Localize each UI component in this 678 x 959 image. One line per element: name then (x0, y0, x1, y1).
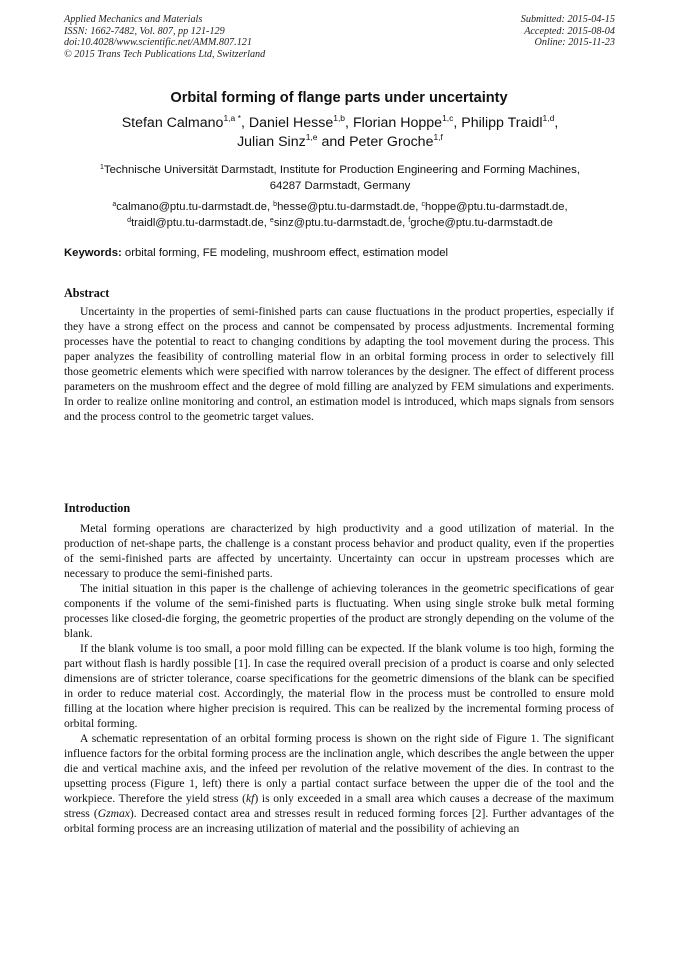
email-address[interactable]: groche@ptu.tu-darmstadt.de (410, 216, 553, 229)
copyright-line: © 2015 Trans Tech Publications Ltd, Switzerland (64, 48, 266, 60)
author-affil-sup: 1,a * (223, 113, 241, 123)
issn-line: ISSN: 1662-7482, Vol. 807, pp 121-129 (64, 25, 225, 37)
email-sep: , (402, 216, 409, 229)
email-sup: b (273, 201, 278, 208)
email-sup: d (127, 216, 132, 224)
email-address[interactable]: calmano@ptu.tu-darmstadt.de (116, 201, 267, 213)
email-sup: e (269, 216, 274, 224)
keywords-label: Keywords: (64, 247, 122, 259)
intro-p4-part-a: A schematic representation of an orbital forming process is shown on the right side of Figure 1. The significant influence factors for the orbital forming process are the inclination angle, which describes the angle between the upper die and vertical machine axis, and the infeed per revolution of the relative movement of the dies. In contrast to the upsetting process (Figure 1, left) there is only a partial contact surface between the upper die of the tool and the workpiece. Therefore the yield stress ( (64, 732, 614, 805)
abstract-heading: Abstract (64, 286, 110, 300)
email-address[interactable]: traidl@ptu.tu-darmstadt.de (131, 216, 264, 229)
affiliation-line-2: 64287 Darmstadt, Germany (269, 179, 411, 192)
yield-stress-symbol: kf (245, 792, 255, 805)
intro-p4-part-c: ). Decreased contact area and stresses result in reduced forming forces [2]. Further advantages of the orbital forming process are an increasing utilization of material and the possibility of achieving an (64, 807, 614, 835)
abstract-body (64, 304, 614, 424)
affiliation-line-1: Technische Universität Darmstadt, Institute for Production Engineering and Forming Machines, (103, 164, 580, 176)
online-date: Online: 2015-11-23 (534, 37, 615, 49)
author-name: Julian Sinz (237, 134, 306, 150)
email-sup: a (112, 201, 117, 208)
author-list (60, 114, 620, 152)
author-sep: , (240, 115, 249, 131)
keywords-text: orbital forming, FE modeling, mushroom effect, estimation model (124, 247, 449, 259)
journal-header-right (521, 14, 615, 49)
submitted-date: Submitted: 2015-04-15 (520, 14, 615, 25)
author-name: Stefan Calmano (121, 115, 224, 131)
keywords-line (64, 247, 616, 259)
introduction-body (64, 521, 614, 836)
intro-paragraph-1: Metal forming operations are characterized by high productivity and a good utilization of material. In the production of net-shape parts, the challenge is a constant process behavior and product quality, even if the properties of the semi-finished parts are affected by uncertainty. Uncertainty can occur in upstream processes which are necessary to produce the semi-finished parts. (64, 522, 614, 580)
author-sep: , (554, 115, 559, 131)
author-name: Florian Hoppe (352, 115, 443, 131)
author-affil-sup: 1,b (333, 113, 346, 123)
affiliation (60, 163, 620, 194)
accepted-date: Accepted: 2015-08-04 (524, 25, 615, 37)
author-name: Daniel Hesse (248, 115, 334, 131)
author-affil-sup: 1,e (305, 132, 318, 142)
doi-line: doi:10.4028/www.scientific.net/AMM.807.121 (64, 37, 252, 49)
email-sep: , (266, 201, 274, 213)
author-name: Peter Groche (349, 134, 434, 150)
journal-header-left (64, 14, 265, 60)
email-sep: , (415, 201, 422, 213)
author-affil-sup: 1,f (433, 132, 443, 142)
author-affil-sup: 1,c (442, 113, 454, 123)
email-address[interactable]: hesse@ptu.tu-darmstadt.de (277, 201, 416, 213)
affiliation-sup: 1 (99, 164, 104, 171)
intro-paragraph-3: If the blank volume is too small, a poor mold filling can be expected. If the blank volume is too high, forming the part without flash is hardly possible [1]. In case the required overall precision of a product is coarse and only selected dimensions are of stricter tolerance, coarse specifications for the geometric dimensions of the blank can be specified in order to reduce material cost. Accordingly, the material flow in the process must be controlled to ensure mold filling at the location where higher precision is required. This can be realized by the incremental forming process of orbital forming. (64, 642, 614, 730)
intro-paragraph-2: The initial situation in this paper is the challenge of achieving tolerances in the geometric specifications of gear components if the volume of the semi-finished parts is fluctuating. When using single stroke bulk metal forming processes like closed-die forging, the geometric properties of the product are strongly depending on the volume of the blank. (64, 582, 614, 640)
paper-title: Orbital forming of flange parts under uncertainty (170, 90, 508, 106)
email-sep: , (263, 216, 270, 229)
author-sep: , (345, 115, 353, 131)
email-list (60, 200, 620, 231)
author-sep: , (453, 115, 462, 131)
intro-p4-part-b: ) is only exceeded in a small area which causes a decrease of the maximum stress ( (64, 792, 614, 820)
max-stress-symbol: Gzmax (97, 807, 130, 820)
journal-name: Applied Mechanics and Materials (64, 14, 203, 25)
introduction-heading: Introduction (64, 501, 131, 515)
email-sep: , (564, 201, 568, 213)
email-sup: c (421, 201, 426, 208)
abstract-paragraph: Uncertainty in the properties of semi-finished parts can cause fluctuations in the product properties, especially if they have a strong effect on the process and cannot be compensated by process adjustments. Incremental forming processes have the potential to react to changing conditions by adapting the tool movement during the process. This paper analyzes the feasibility of controlling material flow in an orbital forming process in order to selectively fill those geometric elements which were specified with narrow tolerances by the designer. The effect of different process parameters on the mushroom effect and the degree of mold filling are analyzed by FEM simulations and experiments. In order to realize online monitoring and control, an estimation model is introduced, which maps signals from sensors and the process control to the geometric target values. (64, 305, 614, 423)
intro-paragraph-4 (64, 731, 614, 836)
email-address[interactable]: sinz@ptu.tu-darmstadt.de (273, 216, 403, 229)
author-name: Philipp Traidl (461, 115, 543, 131)
email-sup: f (408, 216, 411, 224)
email-address[interactable]: hoppe@ptu.tu-darmstadt.de (425, 201, 565, 213)
author-sep: and (317, 134, 350, 150)
author-affil-sup: 1,d (542, 113, 555, 123)
